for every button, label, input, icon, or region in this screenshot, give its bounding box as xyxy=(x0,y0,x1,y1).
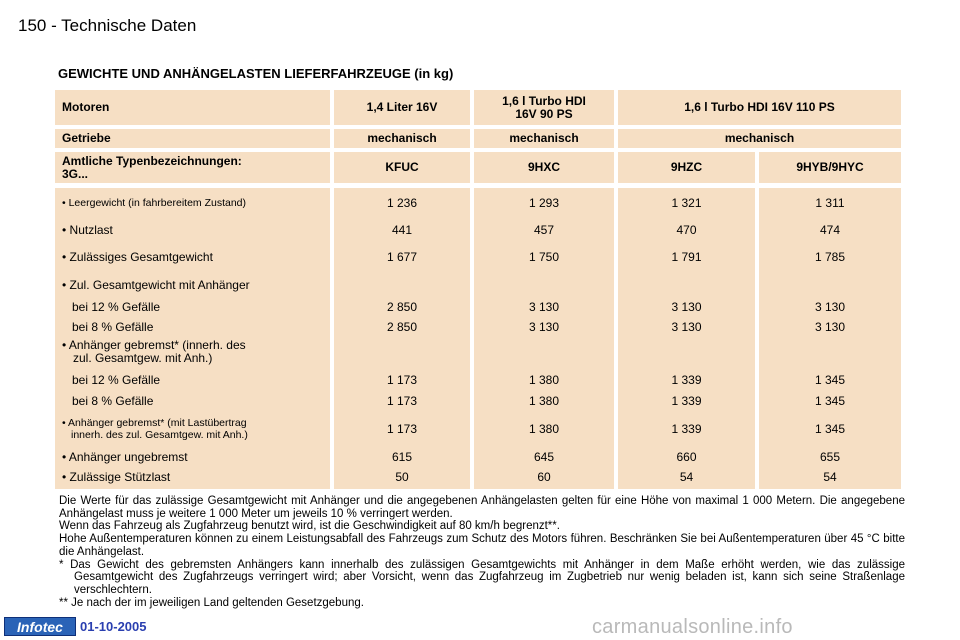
table-row xyxy=(55,217,901,243)
row-label: bei 8 % Gefälle xyxy=(72,319,154,334)
row-label-line2: zul. Gesamtgew. mit Anh.) xyxy=(73,351,213,365)
cell-col1: 2 850 xyxy=(386,300,418,314)
cell-col2: 1 380 xyxy=(528,394,560,408)
footnote-speed: Wenn das Fahrzeug als Zugfahrzeug benutzt wird, ist die Geschwindigkeit auf 80 km/h begrenzt**. xyxy=(59,520,560,533)
motoren-col2-line2: 16V 90 PS xyxy=(515,106,573,121)
cell-col3: 3 130 xyxy=(671,320,702,334)
cell-col3: 1 321 xyxy=(671,196,702,210)
cell-col2: 3 130 xyxy=(528,300,560,314)
row-label: bei 8 % Gefälle xyxy=(72,393,154,408)
typ-label xyxy=(55,152,330,183)
cell-col4: 3 130 xyxy=(814,320,846,334)
typ-col2: 9HXC xyxy=(527,160,560,174)
cell-col1: 1 236 xyxy=(386,196,418,210)
row-label xyxy=(62,338,246,366)
cell-col1: 615 xyxy=(391,450,413,464)
row-label-line1: • Anhänger gebremst* (mit Lastübertrag xyxy=(62,417,247,429)
cell-col4: 1 345 xyxy=(814,394,846,408)
table-row xyxy=(55,317,901,337)
typ-label-line2: 3G... xyxy=(62,166,89,181)
row-label: • Zulässiges Gesamtgewicht xyxy=(62,249,213,264)
edition-date: 01-10-2005 xyxy=(80,619,147,634)
cell-col2: 1 380 xyxy=(528,422,560,436)
row-label: bei 12 % Gefälle xyxy=(72,299,161,314)
row-label: • Zul. Gesamtgewicht mit Anhänger xyxy=(62,277,250,292)
row-label: bei 12 % Gefälle xyxy=(72,372,161,387)
table-title: GEWICHTE UND ANHÄNGELASTEN LIEFERFAHRZEUGE (in kg) xyxy=(58,66,454,81)
page-header: 150 - Technische Daten xyxy=(18,16,197,35)
cell-col1: 1 173 xyxy=(386,394,418,408)
table-row xyxy=(55,297,901,317)
data-table-body xyxy=(55,188,901,489)
cell-col1: 1 677 xyxy=(386,250,418,264)
cell-col4: 655 xyxy=(819,450,841,464)
typ-label-line1: Amtliche Typenbezeichnungen: xyxy=(62,153,242,168)
header-row-typ xyxy=(55,152,901,183)
table-row xyxy=(55,190,901,216)
cell-col1: 1 173 xyxy=(386,422,418,436)
header-row-motoren xyxy=(55,90,901,125)
motoren-col1: 1,4 Liter 16V xyxy=(366,100,438,114)
row-label: • Zulässige Stützlast xyxy=(62,469,171,484)
table-row xyxy=(55,273,901,297)
footnotes xyxy=(59,495,905,609)
getriebe-col34: mechanisch xyxy=(724,131,795,145)
cell-col4: 474 xyxy=(819,223,841,237)
cell-col3: 470 xyxy=(676,223,697,237)
cell-col1: 1 173 xyxy=(386,373,418,387)
row-label xyxy=(62,414,248,444)
cell-col2: 1 750 xyxy=(528,250,560,264)
cell-col1: 50 xyxy=(395,470,409,484)
table-row xyxy=(55,447,901,467)
row-label: • Anhänger ungebremst xyxy=(62,449,188,464)
cell-col4: 1 785 xyxy=(814,250,846,264)
table-row xyxy=(55,391,901,411)
cell-col2: 645 xyxy=(533,450,555,464)
footnote-double-star: ** Je nach der im jeweiligen Land geltenden Gesetzgebung. xyxy=(59,596,364,609)
cell-col2: 3 130 xyxy=(528,320,560,334)
table-row xyxy=(55,414,901,444)
cell-col2: 60 xyxy=(537,470,551,484)
cell-col4: 1 345 xyxy=(814,373,846,387)
cell-col2: 457 xyxy=(533,223,555,237)
cell-col4: 1 345 xyxy=(814,422,846,436)
typ-col1: KFUC xyxy=(385,160,419,174)
footnote-temperature: Hohe Außentemperaturen können zu einem Leistungsabfall des Fahrzeugs zum Schutz des Motors führen. Beschränken Sie bei Außentemperaturen über 45 °C bitte die Anhängelast. xyxy=(59,533,905,558)
cell-col4: 3 130 xyxy=(814,300,846,314)
getriebe-col2: mechanisch xyxy=(509,131,579,145)
cell-col3: 1 339 xyxy=(671,394,702,408)
table-row xyxy=(55,467,901,487)
footnote-star: * Das Gewicht des gebremsten Anhängers kann innerhalb des zulässigen Gesamtgewichts mit Anhänger in dem Maße erhöht werden, wie das zulässige Gesamtgewicht des Zugfahrzeugs verringert wird; aber Vorsicht, wenn das Zugfahrzeug im Zugbetrieb nur wenig beladen ist, kann sich seine Straßenlage verschlechtern. xyxy=(59,558,905,596)
table-row xyxy=(55,244,901,270)
row-label-line1: • Anhänger gebremst* (innerh. des xyxy=(62,338,246,352)
motoren-col2 xyxy=(474,90,614,125)
cell-col3: 3 130 xyxy=(671,300,702,314)
typ-col3: 9HZC xyxy=(670,160,703,174)
motoren-col34: 1,6 l Turbo HDI 16V 110 PS xyxy=(684,100,835,114)
row-label-line2: innerh. des zul. Gesamtgew. mit Anh.) xyxy=(71,429,248,441)
cell-col3: 1 339 xyxy=(671,373,702,387)
motoren-col2-line1: 1,6 l Turbo HDI xyxy=(502,93,586,108)
table-row xyxy=(55,338,901,366)
getriebe-col1: mechanisch xyxy=(367,131,437,145)
cell-col3: 660 xyxy=(676,450,697,464)
footnote-altitude: Die Werte für das zulässige Gesamtgewicht mit Anhänger und die angegebenen Anhängelasten gelten für eine Höhe von maximal 1 000 Metern. Die angegebene Anhängelast muss je weitere 1 000 Meter um jeweils 10 % verringert werden. xyxy=(59,495,905,520)
cell-col1: 441 xyxy=(391,223,413,237)
cell-col4: 1 311 xyxy=(815,196,845,210)
typ-col4: 9HYB/9HYC xyxy=(796,160,864,174)
cell-col3: 1 791 xyxy=(671,250,702,264)
header-row-getriebe xyxy=(55,129,901,148)
row-label: • Leergewicht (in fahrbereitem Zustand) xyxy=(62,197,247,209)
cell-col3: 1 339 xyxy=(671,422,702,436)
cell-col2: 1 293 xyxy=(528,196,560,210)
cell-col2: 1 380 xyxy=(528,373,560,387)
motoren-label: Motoren xyxy=(62,100,110,114)
cell-col4: 54 xyxy=(823,470,837,484)
row-label: • Nutzlast xyxy=(62,222,113,237)
getriebe-label: Getriebe xyxy=(62,131,111,145)
watermark: carmanualsonline.info xyxy=(592,616,793,638)
infotec-logo: Infotec xyxy=(4,617,76,636)
cell-col3: 54 xyxy=(679,470,694,484)
cell-col1: 2 850 xyxy=(386,320,418,334)
table-row xyxy=(55,370,901,390)
